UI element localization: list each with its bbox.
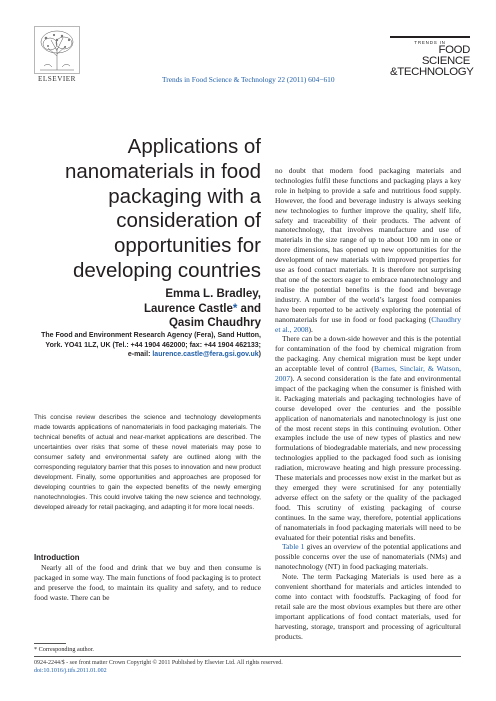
article-title: Applications of nanomaterials in food packaging with a consideration of opportunities for developing countries (64, 135, 261, 282)
brand-small-text: TRENDS IN (414, 40, 446, 45)
email-label: e-mail: (127, 351, 153, 359)
author-and: and (237, 302, 261, 315)
affiliation (31, 331, 261, 360)
elsevier-logo (34, 26, 80, 83)
right-column (275, 166, 461, 642)
copyright-line: 0924-2244/$ - see front matter Crown Copyright © 2011 Published by Elsevier Ltd. All rights reserved. (34, 660, 283, 666)
paragraph-3-text: gives an overview of the potential applications and possible concerns over the use of nanomaterials (NMs) and nanotechnology (NT) in food packaging materials. (275, 542, 461, 572)
body-paragraph-3 (275, 542, 461, 572)
body-paragraph-2 (275, 334, 461, 542)
paragraph-1-end: ). (308, 324, 313, 334)
paragraph-2-text: There can be a down-side however and this is the potential for contamination of the food by chemical migration from the packaging. Any chemical migration must be kept under an acceptable level of control ( (275, 334, 461, 374)
author-list (31, 287, 261, 331)
citation-chaudhry[interactable]: Chaudhry et al., 2008 (275, 314, 461, 334)
author-line-3: Qasim Chaudhry (168, 317, 261, 329)
footer-divider (34, 656, 461, 657)
publisher-name: ELSEVIER (38, 75, 76, 83)
author-line-1: Emma L. Bradley, (165, 288, 261, 300)
footnote: * Corresponding author. (34, 646, 94, 653)
affiliation-text: The Food and Environment Research Agency (Fera), Sand Hutton, York. YO41 1LZ, UK (Tel.: +44 1904 462000; fax: +44 1904 462133; (41, 332, 261, 349)
email-close: ) (258, 351, 261, 359)
email-link[interactable]: laurence.castle@fera.gsi.gov.uk (152, 351, 259, 359)
footnote-divider (34, 643, 66, 644)
doi-link[interactable]: doi:10.1016/j.tifs.2011.01.002 (34, 668, 107, 674)
paragraph-1-text: no doubt that modern food packaging materials and technologies fulfil these functions and packaging plays a key role in helping to provide a safe and nutritious food supply. However, the food and beverage industry is always seeking new technologies to further improve the quality, shelf life, safety and traceability of their products. The advent of nanotechnology, that involves manufacture and use of materials in the size range of up to about 100 nm in one or more dimensions, has opened up new opportunities for the development of new materials with improved properties for use as food contact materials. It is therefore not surprising that one of the sectors eager to embrace nanotechnology and realise the potential benefits is the food and beverage industry. A number of the world’s largest food companies have been reported to be actively exploring the potential of nanomaterials for use in food or food packaging ( (275, 166, 461, 324)
brand-line-2: &TECHNOLOGY (390, 65, 474, 78)
journal-citation-link[interactable]: Trends in Food Science & Technology 22 (2011) 604−610 (162, 75, 335, 84)
paragraph-2-end: ). A second consideration is the fate and environmental impact of the packaging when the consumer is finished with it. Packaging materials and packaging technologies have of course developed over the centuries and the possible application of nanomaterials and nanotechnology is just one of the most recent steps in this continuing evolution. Other examples include the use of new types of plastics and new formulations of biodegradable materials, and new processing technologies applied to the packaged food such as ionising radiation, microwave heating and high pressure processing. These materials and processes now exist in the market but as they emerged they were scrutinised for any potentially adverse effect on the safety or the quality of the packaged food. This scrutiny of existing packaging of course continues. In the same way, therefore, potential applications of nanomaterials in food packaging materials will need to be evaluated for their potential risks and benefits. (275, 374, 461, 542)
author-line-2 (31, 302, 261, 317)
intro-paragraph: Nearly all of the food and drink that we buy and then consume is packaged in some way. The main functions of food packaging is to protect and preserve the food, to maintain its quality and safety, and to reduce food waste. There can be (34, 563, 261, 602)
journal-brand (390, 36, 474, 78)
citation-barnes[interactable]: Barnes, Sinclair, & Watson, 2007 (275, 364, 461, 384)
elsevier-tree-icon (34, 26, 80, 74)
section-heading-introduction: Introduction (34, 553, 80, 562)
table-1-link[interactable]: Table 1 (282, 542, 305, 552)
corresponding-author-mark[interactable]: * (232, 302, 238, 315)
body-paragraph-1 (275, 166, 461, 334)
body-paragraph-4: Note. The term Packaging Materials is used here as a convenient shorthand for materials and articles intended to come into contact with foodstuffs. Packaging of food for retail sale are the most obvious examples but there are other important applications of food contact materials, used for harvesting, storage, transport and processing of agricultural products. (275, 572, 461, 641)
abstract: This concise review describes the science and technology developments made towards applications of nanomaterials in food packaging materials. The technical benefits of actual and near-market applications are described. The uncertainties over risks that some of these novel materials may pose to consumer safety and environmental safety are outlined along with the corresponding regulatory barrier that this poses to innovation and new product development. Finally, some opportunities and approaches are proposed for developing countries to gain the expected benefits of the newly emerging nanotechnologies. This could involve taking the new science and technology, developed already for retail packaging, and adapting it for more local needs. (34, 414, 261, 511)
corresponding-author-name: Laurence Castle (144, 302, 233, 315)
brand-line-1: FOOD SCIENCE (421, 44, 470, 67)
